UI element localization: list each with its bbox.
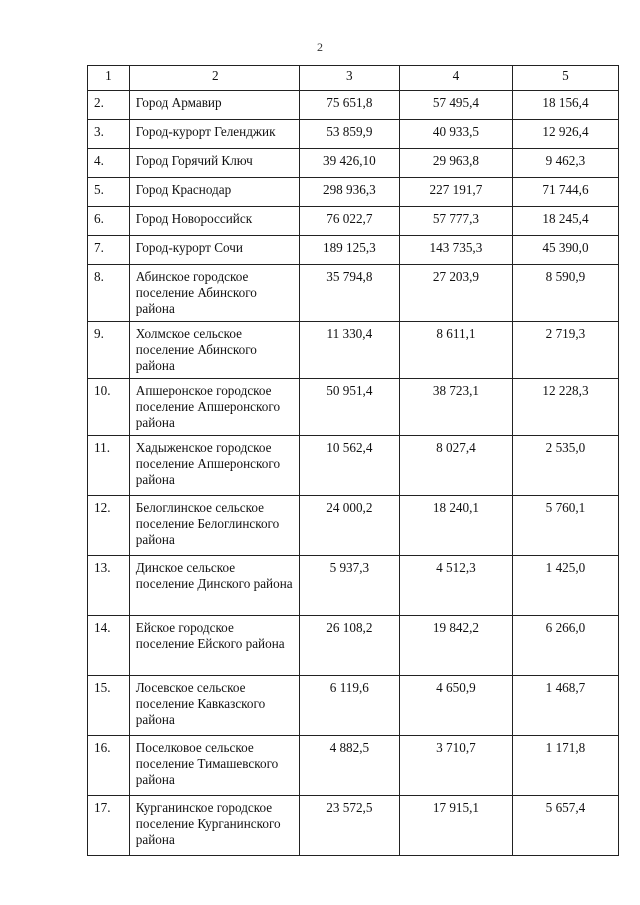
- value-col-3: 10 562,4: [299, 436, 399, 496]
- municipality-name: Город Горячий Ключ: [129, 149, 299, 178]
- table-row: [88, 120, 619, 149]
- row-number: 12.: [88, 496, 130, 556]
- row-number: 13.: [88, 556, 130, 616]
- value-col-3: 75 651,8: [299, 91, 399, 120]
- value-col-3: 50 951,4: [299, 379, 399, 436]
- value-col-5: 12 228,3: [512, 379, 618, 436]
- table-header-row: [88, 66, 619, 91]
- municipality-name: Город Армавир: [129, 91, 299, 120]
- table-row: [88, 207, 619, 236]
- value-col-4: 3 710,7: [399, 736, 512, 796]
- table-row: [88, 178, 619, 207]
- header-cell-5: 5: [512, 66, 618, 91]
- value-col-5: 5 657,4: [512, 796, 618, 856]
- municipality-name: Белоглинское сельское поселение Белоглинского района: [129, 496, 299, 556]
- table-row: [88, 736, 619, 796]
- value-col-5: 1 171,8: [512, 736, 618, 796]
- value-col-3: 26 108,2: [299, 616, 399, 676]
- value-col-4: 227 191,7: [399, 178, 512, 207]
- value-col-5: 1 468,7: [512, 676, 618, 736]
- value-col-5: 6 266,0: [512, 616, 618, 676]
- row-number: 8.: [88, 265, 130, 322]
- value-col-5: 5 760,1: [512, 496, 618, 556]
- value-col-4: 143 735,3: [399, 236, 512, 265]
- value-col-5: 71 744,6: [512, 178, 618, 207]
- value-col-3: 189 125,3: [299, 236, 399, 265]
- table-row: [88, 436, 619, 496]
- value-col-5: 8 590,9: [512, 265, 618, 322]
- municipality-name: Поселковое сельское поселение Тимашевского района: [129, 736, 299, 796]
- row-number: 11.: [88, 436, 130, 496]
- header-cell-4: 4: [399, 66, 512, 91]
- value-col-5: 9 462,3: [512, 149, 618, 178]
- row-number: 17.: [88, 796, 130, 856]
- value-col-5: 18 245,4: [512, 207, 618, 236]
- table-row: [88, 265, 619, 322]
- value-col-4: 4 512,3: [399, 556, 512, 616]
- value-col-5: 2 719,3: [512, 322, 618, 379]
- table-row: [88, 496, 619, 556]
- value-col-3: 23 572,5: [299, 796, 399, 856]
- value-col-3: 298 936,3: [299, 178, 399, 207]
- value-col-4: 38 723,1: [399, 379, 512, 436]
- value-col-5: 2 535,0: [512, 436, 618, 496]
- municipality-name: Динское сельское поселение Динского района: [129, 556, 299, 616]
- table-row: [88, 236, 619, 265]
- value-col-4: 27 203,9: [399, 265, 512, 322]
- municipality-name: Город-курорт Геленджик: [129, 120, 299, 149]
- table-row: [88, 322, 619, 379]
- value-col-4: 8 611,1: [399, 322, 512, 379]
- page-number: 2: [317, 40, 323, 54]
- value-col-5: 12 926,4: [512, 120, 618, 149]
- header-cell-3: 3: [299, 66, 399, 91]
- row-number: 16.: [88, 736, 130, 796]
- value-col-4: 4 650,9: [399, 676, 512, 736]
- value-col-3: 11 330,4: [299, 322, 399, 379]
- header-cell-2: 2: [129, 66, 299, 91]
- municipality-name: Город Новороссийск: [129, 207, 299, 236]
- value-col-5: 18 156,4: [512, 91, 618, 120]
- value-col-4: 17 915,1: [399, 796, 512, 856]
- row-number: 6.: [88, 207, 130, 236]
- value-col-3: 24 000,2: [299, 496, 399, 556]
- value-col-3: 4 882,5: [299, 736, 399, 796]
- value-col-3: 39 426,10: [299, 149, 399, 178]
- value-col-3: 35 794,8: [299, 265, 399, 322]
- value-col-4: 29 963,8: [399, 149, 512, 178]
- municipality-name: Ейское городское поселение Ейского района: [129, 616, 299, 676]
- value-col-5: 45 390,0: [512, 236, 618, 265]
- row-number: 5.: [88, 178, 130, 207]
- value-col-5: 1 425,0: [512, 556, 618, 616]
- row-number: 14.: [88, 616, 130, 676]
- budget-table: [87, 65, 619, 856]
- municipality-name: Лосевское сельское поселение Кавказского района: [129, 676, 299, 736]
- table-row: [88, 379, 619, 436]
- value-col-3: 5 937,3: [299, 556, 399, 616]
- value-col-3: 76 022,7: [299, 207, 399, 236]
- municipality-name: Город-курорт Сочи: [129, 236, 299, 265]
- table-row: [88, 796, 619, 856]
- municipality-name: Город Краснодар: [129, 178, 299, 207]
- municipality-name: Холмское сельское поселение Абинского района: [129, 322, 299, 379]
- row-number: 2.: [88, 91, 130, 120]
- table-row: [88, 149, 619, 178]
- header-cell-1: 1: [88, 66, 130, 91]
- value-col-4: 40 933,5: [399, 120, 512, 149]
- value-col-4: 19 842,2: [399, 616, 512, 676]
- table-row: [88, 676, 619, 736]
- value-col-4: 57 495,4: [399, 91, 512, 120]
- table-row: [88, 556, 619, 616]
- row-number: 4.: [88, 149, 130, 178]
- table-row: [88, 91, 619, 120]
- value-col-3: 6 119,6: [299, 676, 399, 736]
- value-col-4: 57 777,3: [399, 207, 512, 236]
- value-col-4: 18 240,1: [399, 496, 512, 556]
- municipality-name: Курганинское городское поселение Курганинского района: [129, 796, 299, 856]
- municipality-name: Апшеронское городское поселение Апшеронского района: [129, 379, 299, 436]
- value-col-3: 53 859,9: [299, 120, 399, 149]
- row-number: 7.: [88, 236, 130, 265]
- row-number: 10.: [88, 379, 130, 436]
- municipality-name: Хадыженское городское поселение Апшеронского района: [129, 436, 299, 496]
- municipality-name: Абинское городское поселение Абинского района: [129, 265, 299, 322]
- table-row: [88, 616, 619, 676]
- row-number: 9.: [88, 322, 130, 379]
- row-number: 15.: [88, 676, 130, 736]
- value-col-4: 8 027,4: [399, 436, 512, 496]
- row-number: 3.: [88, 120, 130, 149]
